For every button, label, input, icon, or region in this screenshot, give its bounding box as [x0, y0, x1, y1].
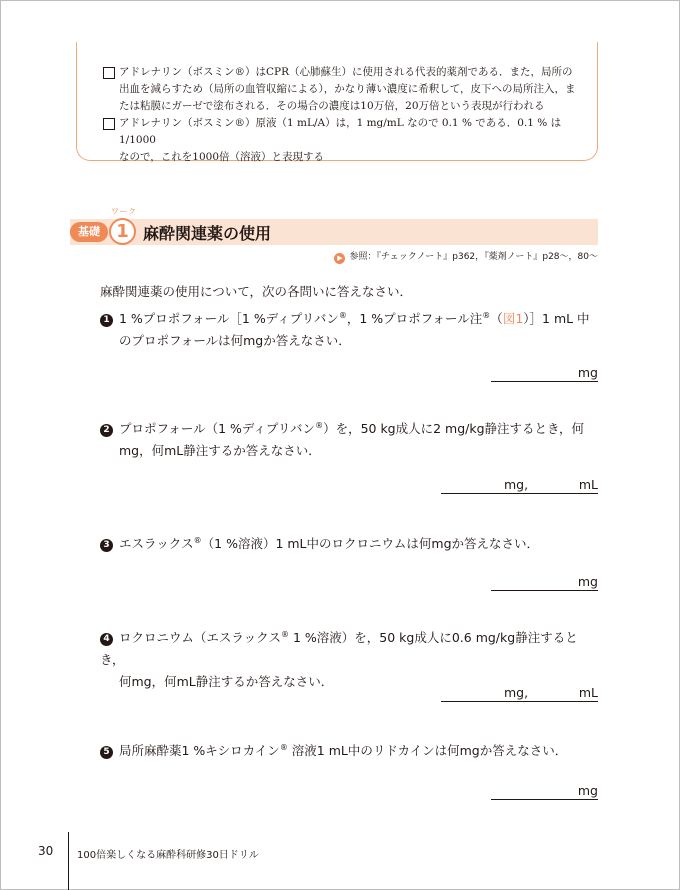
note-line: なので，これを1000倍（溶液）と表現する [119, 151, 325, 163]
question-text: ）］1 mL 中 [523, 311, 590, 327]
question-text: 1 %プロポフォール［1 %ディプリバン [119, 311, 339, 327]
question-text: （1 %溶液）1 mL中のロクロニウムは何mgか答えなさい． [201, 536, 539, 552]
question-text: （ [490, 311, 503, 327]
question-number: 4 [100, 633, 113, 646]
reference-note [334, 249, 598, 264]
question-text: ，1 %プロポフォール注 [346, 311, 483, 327]
note-item [104, 115, 584, 166]
registered-mark: ® [193, 536, 202, 545]
answer-line[interactable] [491, 363, 598, 382]
question-text: エスラックス [119, 536, 194, 552]
question-text: 1 %溶液）を，50 kg成人に0.6 mg/kg静注するとき， [100, 630, 578, 668]
page-number: 30 [38, 844, 54, 858]
answer-unit: mg [577, 365, 598, 380]
answer-line[interactable] [491, 572, 598, 591]
footer-divider [68, 832, 69, 890]
answer-unit: mg [577, 783, 598, 798]
note-line: 出血を減らすため（局所の血管収縮による），かなり薄い濃度に希釈して，皮下への局所注入，ま [119, 83, 576, 95]
answer-unit: mg [577, 574, 598, 589]
checkbox-icon[interactable] [103, 67, 115, 79]
note-line: アドレナリン（ボスミン®）原液（1 mL/A）は，1 mg/mL なので 0.1 % である．0.1 % は 1/1000 [119, 117, 562, 146]
answer-unit: mg, [504, 685, 529, 700]
question-number: 1 [100, 314, 113, 327]
question-number: 5 [100, 746, 113, 759]
question-text: のプロポフォールは何mgか答えなさい． [119, 333, 351, 349]
section-number: 1 [109, 218, 136, 245]
registered-mark: ® [315, 421, 324, 430]
intro-text: 麻酔関連薬の使用について，次の各問いに答えなさい． [100, 284, 413, 299]
question-2 [100, 415, 600, 462]
question-text: ）を，50 kg成人に2 mg/kg静注するとき，何 [323, 421, 585, 437]
book-title: 100倍楽しくなる麻酔科研修30日ドリル [77, 850, 259, 861]
question-number: 3 [100, 539, 113, 552]
question-text: ロクロニウム（エスラックス [119, 630, 282, 646]
checkbox-icon[interactable] [103, 118, 115, 130]
note-line: たは粘膜にガーゼで塗布される．その場合の濃度は10万倍，20万倍という表現が行われる [119, 100, 545, 112]
question-text: 何mg，何mL静注するか答えなさい． [119, 674, 334, 690]
question-5 [100, 737, 600, 762]
answer-line[interactable] [491, 781, 598, 800]
question-text: mg，何mL静注するか答えなさい． [119, 443, 321, 459]
section-badge: 基礎 [70, 222, 108, 242]
play-arrow-icon: ▶ [334, 253, 345, 264]
note-item [104, 64, 584, 115]
question-text: 局所麻酔薬1 %キシロカイン [119, 743, 280, 759]
reference-text: 参照：『チェックノート』p362，『薬剤ノート』p28〜，80〜 [349, 252, 598, 262]
answer-line[interactable] [441, 475, 598, 494]
answer-unit: mL [578, 477, 598, 492]
figure-link[interactable]: 図1 [502, 311, 524, 327]
registered-mark: ® [281, 630, 290, 639]
answer-unit: mL [578, 685, 598, 700]
answer-unit: mg, [504, 477, 529, 492]
note-line: アドレナリン（ボスミン®）はCPR（心肺蘇生）に使用される代表的薬剤である．また，局所の [119, 66, 573, 78]
registered-mark: ® [482, 311, 491, 320]
question-3 [100, 530, 600, 555]
answer-line[interactable] [441, 683, 598, 702]
question-number: 2 [100, 424, 113, 437]
registered-mark: ® [279, 743, 288, 752]
question-1 [100, 305, 600, 352]
question-text: プロポフォール（1 %ディプリバン [119, 421, 316, 437]
section-ruby: ワーク [111, 207, 137, 216]
question-text: 溶液1 mL中のリドカインは何mgか答えなさい． [287, 743, 568, 759]
registered-mark: ® [338, 311, 347, 320]
section-title: 麻酔関連薬の使用 [143, 224, 272, 243]
